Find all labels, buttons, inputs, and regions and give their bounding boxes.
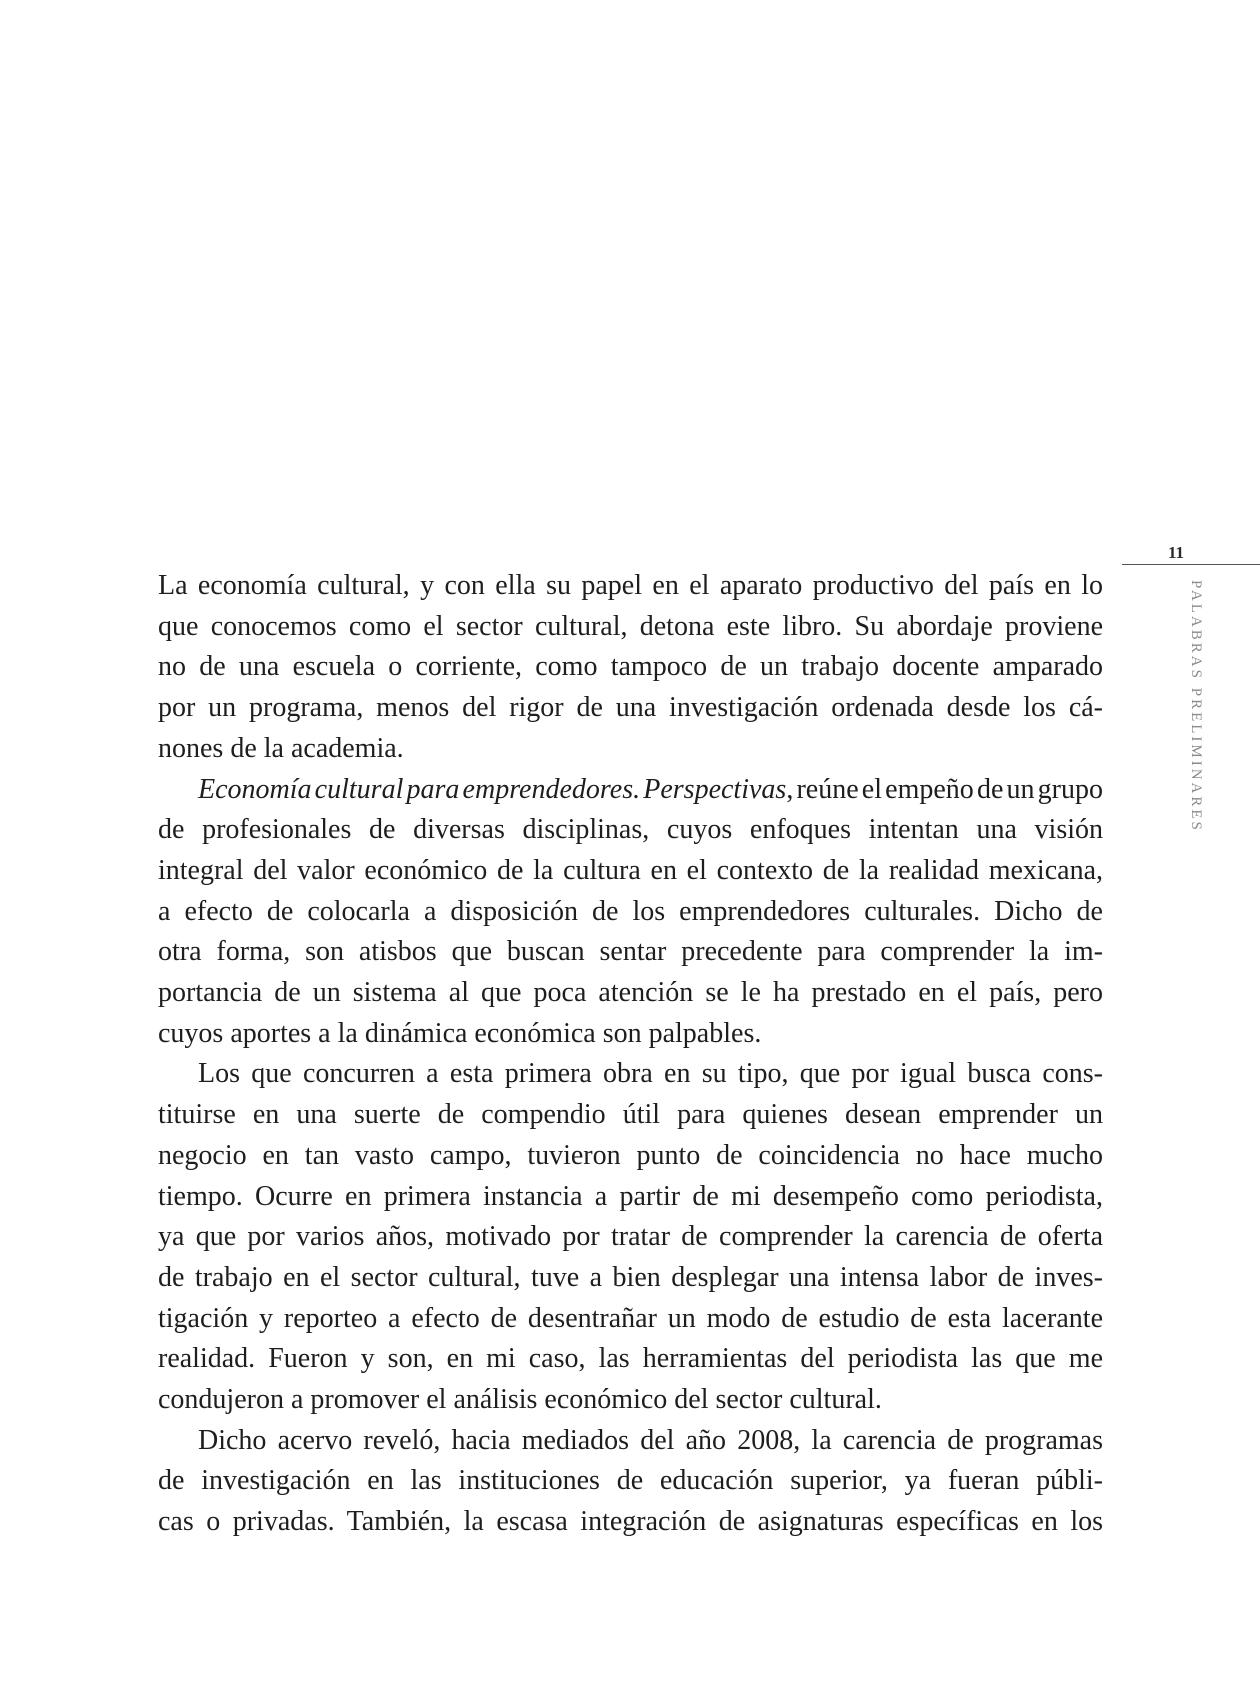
text-line [158, 770, 1103, 811]
body-text [158, 566, 1103, 1543]
text-line: cas o privadas. También, la escasa integración de asignaturas específicas en los [158, 1506, 1103, 1538]
text-line: de profesionales de diversas disciplinas, cuyos enfoques intentan una visión [158, 814, 1103, 846]
paragraph-2 [158, 770, 1103, 1055]
header-rule [1122, 564, 1260, 565]
text-line: que conocemos como el sector cultural, detona este libro. Su abordaje proviene [158, 610, 1103, 642]
text-line: a efecto de colocarla a disposición de los emprendedores culturales. Dicho de [158, 895, 1103, 927]
text-line: de trabajo en el sector cultural, tuve a bien desplegar una intensa labor de inves- [158, 1261, 1103, 1293]
text-line: nones de la academia. [158, 732, 404, 764]
text-line: tigación y reporteo a efecto de desentrañar un modo de estudio de esta lacerante [158, 1302, 1103, 1334]
text-line: Los que concurren a esta primera obra en su tipo, que por igual busca cons- [198, 1058, 1103, 1090]
text-line: tituirse en una suerte de compendio útil para quienes desean emprender un [158, 1099, 1103, 1131]
text-line: negocio en tan vasto campo, tuvieron punto de coincidencia no hace mucho [158, 1139, 1103, 1171]
paragraph-4 [158, 1421, 1103, 1543]
text-line: de investigación en las instituciones de educación superior, ya fueran públi- [158, 1465, 1103, 1497]
text-line: no de una escuela o corriente, como tampoco de un trabajo docente amparado [158, 651, 1103, 683]
paragraph-3 [158, 1054, 1103, 1420]
book-title: Economía cultural para emprendedores. Perspectivas [198, 773, 787, 805]
text-line: otra forma, son atisbos que buscan sentar precedente para comprender la im- [158, 936, 1103, 968]
page-number: 11 [1168, 543, 1185, 562]
text-line: por un programa, menos del rigor de una investigación ordenada desde los cá- [158, 692, 1103, 724]
text-line: integral del valor económico de la cultura en el contexto de la realidad mexicana, [158, 854, 1103, 886]
running-head: PALABRAS PRELIMINARES [1188, 580, 1204, 833]
text-line-rest: , reúne el empeño de un grupo [786, 773, 1103, 805]
paragraph-1 [158, 566, 1103, 770]
text-line: realidad. Fueron y son, en mi caso, las herramientas del periodista las que me [158, 1343, 1103, 1375]
text-line: cuyos aportes a la dinámica económica son palpables. [158, 1017, 762, 1049]
text-line: ya que por varios años, motivado por tratar de comprender la carencia de oferta [158, 1221, 1103, 1253]
text-line: La economía cultural, y con ella su papel en el aparato productivo del país en lo [158, 570, 1103, 601]
text-line: Dicho acervo reveló, hacia mediados del año 2008, la carencia de programas [198, 1424, 1103, 1456]
text-line: tiempo. Ocurre en primera instancia a partir de mi desempeño como periodista, [158, 1180, 1103, 1212]
text-line: condujeron a promover el análisis económico del sector cultural. [158, 1384, 882, 1416]
text-line: portancia de un sistema al que poca atención se le ha prestado en el país, pero [158, 977, 1103, 1009]
